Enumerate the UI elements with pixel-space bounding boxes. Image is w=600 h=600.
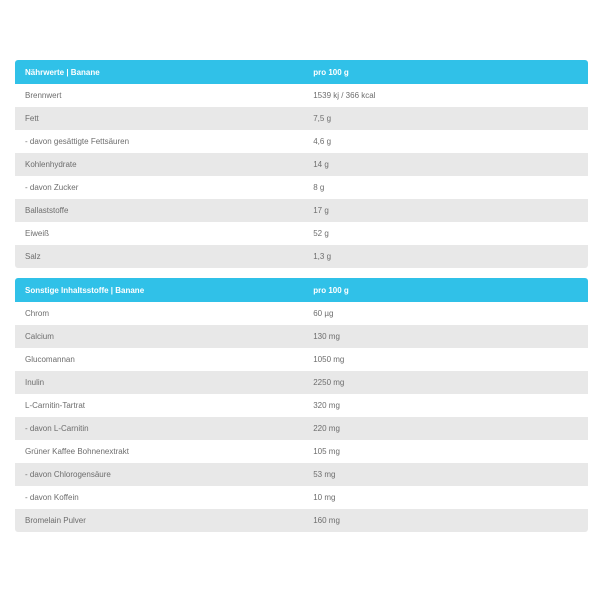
- row-label: - davon Chlorogensäure: [25, 470, 111, 479]
- nutrition-tables: [15, 60, 588, 532]
- row-value: 4,6 g: [313, 137, 332, 146]
- table-header-value: pro 100 g: [313, 285, 349, 295]
- row-value: 53 mg: [313, 470, 336, 479]
- table-row: [15, 176, 588, 199]
- table-row: [15, 302, 588, 325]
- table-row: [15, 222, 588, 245]
- row-label: - davon Koffein: [25, 493, 79, 502]
- row-label: - davon L-Carnitin: [25, 424, 89, 433]
- row-label: Salz: [25, 252, 41, 261]
- row-value: 2250 mg: [313, 378, 345, 387]
- table-row: [15, 245, 588, 268]
- row-value: 220 mg: [313, 424, 340, 433]
- row-label: Eiweiß: [25, 229, 50, 238]
- table-row: [15, 348, 588, 371]
- table-row: [15, 486, 588, 509]
- row-label: Kohlenhydrate: [25, 160, 77, 169]
- row-label: Glucomannan: [25, 355, 75, 364]
- table-row: [15, 153, 588, 176]
- row-value: 1050 mg: [313, 355, 345, 364]
- table-row: [15, 107, 588, 130]
- row-value: 60 µg: [313, 309, 334, 318]
- row-value: 7,5 g: [313, 114, 332, 123]
- table-row: [15, 417, 588, 440]
- row-value: 17 g: [313, 206, 329, 215]
- table-body: [15, 302, 588, 532]
- table-row: [15, 84, 588, 107]
- row-label: Chrom: [25, 309, 50, 318]
- row-value: 14 g: [313, 160, 329, 169]
- table-row: [15, 394, 588, 417]
- table-row: [15, 463, 588, 486]
- table-row: [15, 509, 588, 532]
- row-label: Calcium: [25, 332, 54, 341]
- row-value: 320 mg: [313, 401, 340, 410]
- row-label: - davon gesättigte Fettsäuren: [25, 137, 130, 146]
- table-header-label: Sonstige Inhaltsstoffe | Banane: [25, 285, 145, 295]
- table-row: [15, 130, 588, 153]
- table-header-row: [15, 60, 588, 84]
- row-value: 1539 kj / 366 kcal: [313, 91, 376, 100]
- table-body: [15, 84, 588, 268]
- row-value: 8 g: [313, 183, 325, 192]
- table-header-row: [15, 278, 588, 302]
- row-label: Inulin: [25, 378, 45, 387]
- nutrition-table: [15, 60, 588, 268]
- table-row: [15, 440, 588, 463]
- table-row: [15, 325, 588, 348]
- nutrition-table: [15, 278, 588, 532]
- row-label: - davon Zucker: [25, 183, 79, 192]
- row-label: Brennwert: [25, 91, 62, 100]
- table-header-value: pro 100 g: [313, 67, 349, 77]
- row-value: 130 mg: [313, 332, 340, 341]
- table-header-label: Nährwerte | Banane: [25, 67, 100, 77]
- row-value: 1,3 g: [313, 252, 332, 261]
- table-row: [15, 371, 588, 394]
- row-value: 105 mg: [313, 447, 340, 456]
- row-label: Bromelain Pulver: [25, 516, 86, 525]
- row-value: 10 mg: [313, 493, 336, 502]
- row-value: 52 g: [313, 229, 329, 238]
- row-label: Fett: [25, 114, 39, 123]
- row-label: Ballaststoffe: [25, 206, 69, 215]
- row-label: Grüner Kaffee Bohnenextrakt: [25, 447, 129, 456]
- table-row: [15, 199, 588, 222]
- row-value: 160 mg: [313, 516, 340, 525]
- row-label: L-Carnitin-Tartrat: [25, 401, 86, 410]
